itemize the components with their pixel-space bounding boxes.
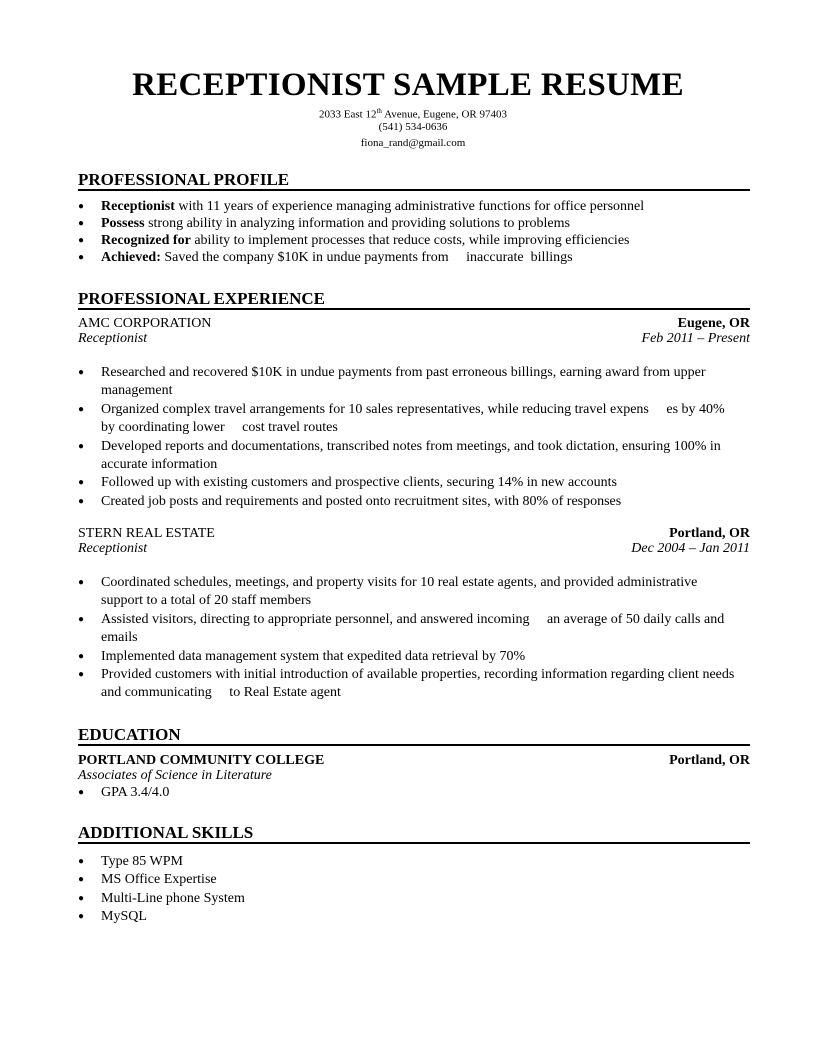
job-dates: Dec 2004 – Jan 2011 — [631, 541, 750, 556]
company-name: AMC CORPORATION — [78, 316, 212, 331]
job-title: Receptionist — [78, 541, 148, 556]
job-bullet: ● Researched and recovered $10K in undue payments from past erroneous billings, earning award from upper management — [78, 364, 738, 401]
profile-item: ● Recognized for ability to implement processes that reduce costs, while improving efficiencies — [78, 232, 738, 249]
job-title: Receptionist — [78, 331, 148, 346]
job-subheader — [78, 540, 750, 557]
profile-item: ● Possess strong ability in analyzing information and providing solutions to problems — [78, 215, 738, 232]
school-location: Portland, OR — [669, 753, 750, 768]
contact-address: 2033 East 12th Avenue, Eugene, OR 97403 — [319, 107, 507, 121]
job-bullet: ● Followed up with existing customers and prospective clients, securing 14% in new accounts — [78, 474, 738, 492]
section-heading-profile: PROFESSIONAL PROFILE — [78, 171, 750, 191]
contact-phone: (541) 534-0636 — [378, 121, 448, 133]
job-bullet: ● Coordinated schedules, meetings, and property visits for 10 real estate agents, and provided administrative support to a total of 20 staff members — [78, 574, 738, 611]
section-heading-skills: ADDITIONAL SKILLS — [78, 824, 750, 844]
job-bullet: ● Created job posts and requirements and posted onto recruitment sites, with 80% of responses — [78, 493, 738, 511]
job-bullets — [78, 364, 738, 511]
contact-email: fiona_rand@gmail.com — [360, 137, 466, 149]
job-bullet: ● Implemented data management system that expedited data retrieval by 70% — [78, 648, 738, 666]
skill-item: ● MS Office Expertise — [78, 871, 738, 889]
company-name: STERN REAL ESTATE — [78, 526, 215, 541]
profile-list — [78, 198, 738, 266]
job-bullet: ● Assisted visitors, directing to appropriate personnel, and answered incoming an average of 50 daily calls and emails — [78, 611, 738, 648]
section-heading-experience: PROFESSIONAL EXPERIENCE — [78, 290, 750, 310]
job-bullets — [78, 574, 738, 703]
resume-title: RECEPTIONIST SAMPLE RESUME — [132, 67, 684, 103]
job-subheader — [78, 330, 750, 347]
job-bullet: ● Developed reports and documentations, transcribed notes from meetings, and took dictation, ensuring 100% in accurate information — [78, 438, 738, 475]
education-bullet: ● GPA 3.4/4.0 — [78, 784, 738, 801]
degree-row — [78, 767, 750, 784]
school-name: PORTLAND COMMUNITY COLLEGE — [78, 753, 325, 768]
profile-item: ● Receptionist with 11 years of experience managing administrative functions for office personnel — [78, 198, 738, 215]
skill-item: ● Type 85 WPM — [78, 853, 738, 871]
skill-item: ● MySQL — [78, 908, 738, 926]
job-bullet: ● Provided customers with initial introduction of available properties, recording information regarding client needs and communicating to Real Estate agent — [78, 666, 738, 703]
job-location: Eugene, OR — [677, 316, 750, 331]
job-dates: Feb 2011 – Present — [641, 331, 750, 346]
job-location: Portland, OR — [669, 526, 750, 541]
education-bullets — [78, 784, 738, 801]
degree: Associates of Science in Literature — [78, 768, 272, 783]
profile-item: ● Achieved: Saved the company $10K in undue payments from inaccurate billings — [78, 249, 738, 266]
job-bullet: ● Organized complex travel arrangements for 10 sales representatives, while reducing travel expens es by 40% by coordinating lower cost travel routes — [78, 401, 738, 438]
skills-list — [78, 853, 738, 927]
skill-item: ● Multi-Line phone System — [78, 890, 738, 908]
section-heading-education: EDUCATION — [78, 726, 750, 746]
